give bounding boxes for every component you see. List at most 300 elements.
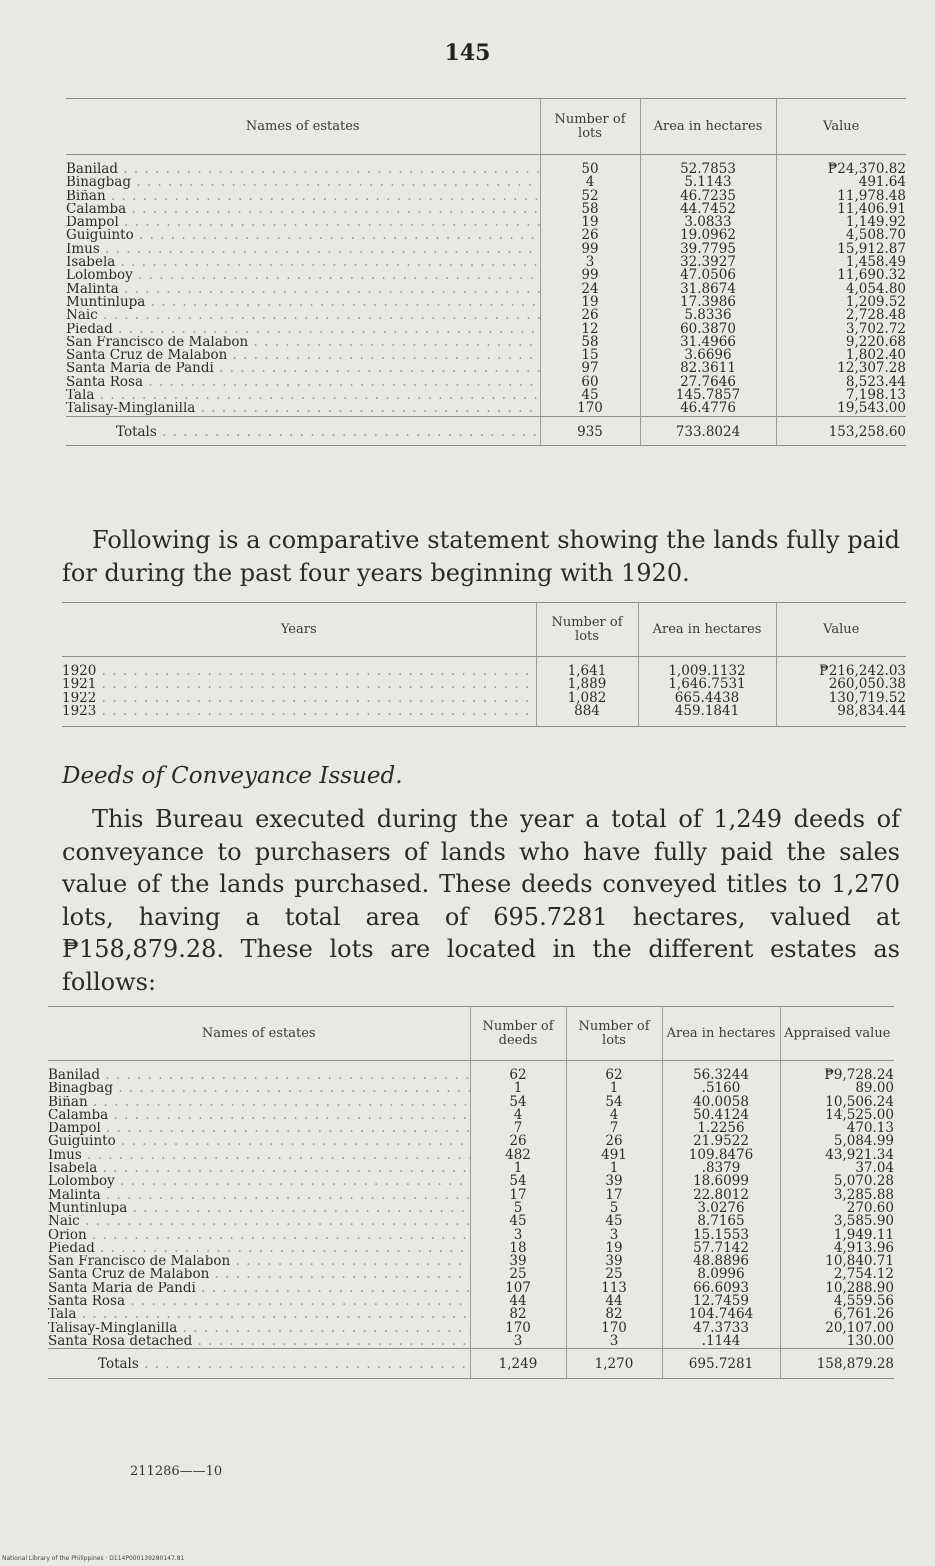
cell-deeds: 26 [470, 1135, 566, 1148]
row-label [66, 216, 540, 229]
row-label [66, 296, 540, 309]
totals-label-text: Totals . . . [98, 1356, 470, 1372]
cell-value: 11,406.91 [776, 203, 906, 216]
cell-value: 7,198.13 [776, 389, 906, 402]
table-row [62, 692, 906, 705]
row-label-text: 1920 . . . [62, 663, 536, 678]
cell-value: ₱24,370.82 [776, 155, 906, 177]
cell-value: 130.00 [780, 1335, 894, 1349]
cell-value: 10,288.90 [780, 1282, 894, 1295]
table-row [66, 402, 906, 416]
row-label-text: Imus . . . [66, 243, 540, 256]
row-label-text: Biñan . . . [48, 1096, 470, 1109]
table-row [48, 1082, 894, 1095]
cell-value: 14,525.00 [780, 1109, 894, 1122]
cell-lots: 1 [566, 1162, 662, 1175]
table-row [48, 1175, 894, 1188]
row-label [66, 176, 540, 189]
column-header: Area in hectares [662, 1007, 780, 1061]
cell-area: 44.7452 [640, 203, 776, 216]
cell-value: 11,690.32 [776, 269, 906, 282]
table-row [48, 1109, 894, 1122]
total-value: 158,879.28 [780, 1349, 894, 1378]
row-label-text: Lolomboy . . . [66, 269, 540, 282]
totals-row [48, 1349, 894, 1378]
cell-value: 4,054.80 [776, 283, 906, 296]
cell-lots: 3 [566, 1335, 662, 1349]
row-label-text: San Francisco de Malabon . . . [66, 336, 540, 349]
row-label [66, 309, 540, 322]
cell-value: 3,285.88 [780, 1189, 894, 1202]
section-heading: Deeds of Conveyance Issued. [62, 763, 403, 789]
row-label [48, 1295, 470, 1308]
cell-lots: 45 [566, 1215, 662, 1228]
cell-value: 1,149.92 [776, 216, 906, 229]
cell-area: 47.0506 [640, 269, 776, 282]
cell-value: 4,508.70 [776, 229, 906, 242]
cell-lots: 99 [540, 243, 640, 256]
row-label [66, 283, 540, 296]
row-label [66, 155, 540, 177]
cell-area: 22.8012 [662, 1189, 780, 1202]
cell-lots: 82 [566, 1308, 662, 1321]
column-header: Names of estates [48, 1007, 470, 1061]
column-header: Area in hectares [638, 603, 776, 657]
row-label-text: Isabela . . . [48, 1162, 470, 1175]
column-header: Number of deeds [470, 1007, 566, 1061]
row-label-text: 1922 . . . [62, 692, 536, 705]
cell-area: 17.3986 [640, 296, 776, 309]
row-label [48, 1322, 470, 1335]
cell-deeds: 54 [470, 1175, 566, 1188]
row-label [66, 336, 540, 349]
cell-lots: 1,889 [536, 678, 638, 691]
row-label-text: 1921 . . . [62, 678, 536, 691]
cell-deeds: 3 [470, 1229, 566, 1242]
cell-area: 46.7235 [640, 190, 776, 203]
cell-area: 145.7857 [640, 389, 776, 402]
row-label [48, 1268, 470, 1281]
row-label [48, 1162, 470, 1175]
row-label-text: Tala . . . [66, 389, 540, 402]
cell-value: ₱9,728.24 [780, 1061, 894, 1083]
row-label [48, 1122, 470, 1135]
table-row [48, 1122, 894, 1135]
table-row [62, 657, 906, 679]
row-label [48, 1242, 470, 1255]
table-row [66, 323, 906, 336]
table-header-row [48, 1007, 894, 1061]
row-label [48, 1308, 470, 1321]
column-header: Years [62, 603, 536, 657]
table-row [48, 1255, 894, 1268]
cell-deeds: 5 [470, 1202, 566, 1215]
row-label [66, 349, 540, 362]
totals-label [48, 1349, 470, 1378]
cell-value: 491.64 [776, 176, 906, 189]
row-label-text: Imus . . . [48, 1149, 470, 1162]
cell-deeds: 1 [470, 1162, 566, 1175]
row-label [48, 1109, 470, 1122]
row-label [66, 269, 540, 282]
table-row [66, 389, 906, 402]
cell-area: 1,646.7531 [638, 678, 776, 691]
cell-area: 52.7853 [640, 155, 776, 177]
cell-deeds: 7 [470, 1122, 566, 1135]
cell-area: 40.0058 [662, 1096, 780, 1109]
total-value: 153,258.60 [776, 416, 906, 445]
cell-value: 98,834.44 [776, 705, 906, 727]
table-row [48, 1229, 894, 1242]
cell-value: 4,913.96 [780, 1242, 894, 1255]
cell-lots: 884 [536, 705, 638, 727]
cell-area: 1,009.1132 [638, 657, 776, 679]
cell-lots: 99 [540, 269, 640, 282]
table-row [66, 362, 906, 375]
row-label-text: Naic . . . [48, 1215, 470, 1228]
cell-lots: 12 [540, 323, 640, 336]
cell-area: 5.8336 [640, 309, 776, 322]
cell-area: 31.4966 [640, 336, 776, 349]
cell-area: 665.4438 [638, 692, 776, 705]
cell-area: 66.6093 [662, 1282, 780, 1295]
cell-lots: 4 [540, 176, 640, 189]
cell-lots: 1,082 [536, 692, 638, 705]
cell-deeds: 82 [470, 1308, 566, 1321]
cell-lots: 39 [566, 1255, 662, 1268]
cell-lots: 3 [566, 1229, 662, 1242]
row-label-text: Malinta . . . [48, 1189, 470, 1202]
cell-deeds: 107 [470, 1282, 566, 1295]
table-row [48, 1189, 894, 1202]
row-label-text: Calamba . . . [48, 1109, 470, 1122]
row-label-text: Guiguinto . . . [48, 1135, 470, 1148]
table-row [48, 1308, 894, 1321]
cell-value: 4,559.56 [780, 1295, 894, 1308]
row-label [48, 1229, 470, 1242]
deeds-paragraph: This Bureau executed during the year a total of 1,249 deeds of conveyance to purchasers of lands who have fully paid the sales value of the lands purchased. These deeds conveyed titles to 1,270 lots, having a total area of 695.7281 hectares, valued at ₱158,879.28. These lots are located in the different estates as follows: [62, 805, 900, 996]
cell-lots: 1,641 [536, 657, 638, 679]
cell-area: 48.8896 [662, 1255, 780, 1268]
column-header: Names of estates [66, 99, 540, 155]
total-area: 733.8024 [640, 416, 776, 445]
cell-value: 270.60 [780, 1202, 894, 1215]
table-row [66, 349, 906, 362]
totals-label-text: Totals . . . [116, 424, 540, 440]
cell-lots: 45 [540, 389, 640, 402]
cell-deeds: 3 [470, 1335, 566, 1349]
cell-lots: 97 [540, 362, 640, 375]
cell-lots: 113 [566, 1282, 662, 1295]
row-label [48, 1082, 470, 1095]
column-header: Area in hectares [640, 99, 776, 155]
row-label [66, 362, 540, 375]
row-label-text: Binagbag . . . [66, 176, 540, 189]
row-label-text: Dampol . . . [48, 1122, 470, 1135]
row-label [48, 1135, 470, 1148]
cell-deeds: 170 [470, 1322, 566, 1335]
row-label [48, 1175, 470, 1188]
cell-deeds: 17 [470, 1189, 566, 1202]
table-row [66, 243, 906, 256]
row-label [62, 705, 536, 727]
column-header: Number of lots [540, 99, 640, 155]
table-row [62, 678, 906, 691]
row-label-text: Santa Maria de Pandi . . . [48, 1282, 470, 1295]
cell-area: 109.8476 [662, 1149, 780, 1162]
row-label-text: Calamba . . . [66, 203, 540, 216]
row-label-text: San Francisco de Malabon . . . [48, 1255, 470, 1268]
cell-value: 15,912.87 [776, 243, 906, 256]
cell-area: 56.3244 [662, 1061, 780, 1083]
cell-value: 1,209.52 [776, 296, 906, 309]
cell-lots: 3 [540, 256, 640, 269]
cell-value: 6,761.26 [780, 1308, 894, 1321]
row-label [66, 243, 540, 256]
table-row [66, 203, 906, 216]
cell-value: 10,506.24 [780, 1096, 894, 1109]
cell-value: 10,840.71 [780, 1255, 894, 1268]
row-label-text: Orion . . . [48, 1229, 470, 1242]
cell-deeds: 62 [470, 1061, 566, 1083]
column-header: Number of lots [566, 1007, 662, 1061]
column-header: Value [776, 603, 906, 657]
cell-lots: 1 [566, 1082, 662, 1095]
row-label-text: Banilad . . . [48, 1067, 470, 1082]
cell-area: .8379 [662, 1162, 780, 1175]
table-row [66, 269, 906, 282]
cell-lots: 19 [540, 216, 640, 229]
cell-value: 470.13 [780, 1122, 894, 1135]
cell-deeds: 44 [470, 1295, 566, 1308]
cell-area: 459.1841 [638, 705, 776, 727]
cell-area: 3.6696 [640, 349, 776, 362]
cell-lots: 19 [540, 296, 640, 309]
cell-area: 47.3733 [662, 1322, 780, 1335]
table-row [48, 1096, 894, 1109]
table-row [66, 296, 906, 309]
table-row [48, 1162, 894, 1175]
cell-area: 31.8674 [640, 283, 776, 296]
row-label-text: Santa Rosa . . . [66, 376, 540, 389]
table-row [66, 176, 906, 189]
row-label [48, 1255, 470, 1268]
row-label-text: Santa Cruz de Malabon . . . [48, 1268, 470, 1281]
cell-area: 46.4776 [640, 402, 776, 416]
cell-area: 104.7464 [662, 1308, 780, 1321]
cell-area: 12.7459 [662, 1295, 780, 1308]
cell-lots: 4 [566, 1109, 662, 1122]
table-row [48, 1295, 894, 1308]
table-row [66, 336, 906, 349]
cell-lots: 60 [540, 376, 640, 389]
cell-lots: 58 [540, 203, 640, 216]
row-label [48, 1149, 470, 1162]
row-label-text: Isabela . . . [66, 256, 540, 269]
cell-value: ₱216,242.03 [776, 657, 906, 679]
cell-area: 1.2256 [662, 1122, 780, 1135]
cell-deeds: 482 [470, 1149, 566, 1162]
cell-area: 82.3611 [640, 362, 776, 375]
cell-lots: 7 [566, 1122, 662, 1135]
cell-value: 8,523.44 [776, 376, 906, 389]
row-label [62, 678, 536, 691]
table-row [66, 309, 906, 322]
total-area: 695.7281 [662, 1349, 780, 1378]
cell-value: 3,585.90 [780, 1215, 894, 1228]
cell-lots: 5 [566, 1202, 662, 1215]
row-label-text: Tala . . . [48, 1308, 470, 1321]
cell-area: 8.0996 [662, 1268, 780, 1281]
cell-value: 2,728.48 [776, 309, 906, 322]
cell-lots: 491 [566, 1149, 662, 1162]
table-header-row [66, 99, 906, 155]
cell-area: 3.0276 [662, 1202, 780, 1215]
cell-area: 57.7142 [662, 1242, 780, 1255]
table-row [66, 190, 906, 203]
cell-value: 130,719.52 [776, 692, 906, 705]
table-row [48, 1322, 894, 1335]
row-label-text: Malinta . . . [66, 283, 540, 296]
row-label-text: Naic . . . [66, 309, 540, 322]
cell-deeds: 54 [470, 1096, 566, 1109]
row-label [66, 402, 540, 416]
cell-lots: 24 [540, 283, 640, 296]
table-row [48, 1335, 894, 1349]
row-label-text: Santa Rosa detached . . . [48, 1335, 470, 1349]
cell-area: 18.6099 [662, 1175, 780, 1188]
row-label [48, 1189, 470, 1202]
page-number: 145 [444, 40, 491, 66]
scan-label: National Library of the Philippines · D114P000139280147.81 [2, 1555, 185, 1562]
table-row [66, 256, 906, 269]
total-lots: 935 [540, 416, 640, 445]
table-row [48, 1242, 894, 1255]
cell-area: 5.1143 [640, 176, 776, 189]
cell-value: 11,978.48 [776, 190, 906, 203]
row-label [48, 1215, 470, 1228]
cell-lots: 26 [566, 1135, 662, 1148]
cell-area: 32.3927 [640, 256, 776, 269]
row-label [48, 1096, 470, 1109]
table-row [66, 376, 906, 389]
row-label-text: Santa Rosa . . . [48, 1295, 470, 1308]
cell-value: 260,050.38 [776, 678, 906, 691]
cell-deeds: 25 [470, 1268, 566, 1281]
table-row [48, 1268, 894, 1281]
row-label-text: Talisay-Minglanilla . . . [48, 1322, 470, 1335]
cell-lots: 25 [566, 1268, 662, 1281]
table-row [48, 1149, 894, 1162]
cell-lots: 17 [566, 1189, 662, 1202]
cell-deeds: 39 [470, 1255, 566, 1268]
table-row [66, 216, 906, 229]
row-label-text: Dampol . . . [66, 216, 540, 229]
table-row [66, 283, 906, 296]
cell-value: 1,802.40 [776, 349, 906, 362]
row-label-text: Piedad . . . [66, 323, 540, 336]
print-code: 211286——10 [130, 1464, 223, 1479]
table-row [48, 1202, 894, 1215]
row-label [66, 190, 540, 203]
row-label-text: Lolomboy . . . [48, 1175, 470, 1188]
cell-area: 27.7646 [640, 376, 776, 389]
cell-value: 1,949.11 [780, 1229, 894, 1242]
row-label-text: Santa Maria de Pandi . . . [66, 362, 540, 375]
cell-area: .1144 [662, 1335, 780, 1349]
row-label [48, 1061, 470, 1083]
cell-lots: 26 [540, 229, 640, 242]
cell-value: 5,070.28 [780, 1175, 894, 1188]
row-label [66, 203, 540, 216]
row-label [62, 692, 536, 705]
cell-value: 1,458.49 [776, 256, 906, 269]
cell-value: 9,220.68 [776, 336, 906, 349]
table-row [48, 1215, 894, 1228]
cell-lots: 39 [566, 1175, 662, 1188]
cell-lots: 15 [540, 349, 640, 362]
cell-lots: 19 [566, 1242, 662, 1255]
cell-area: 19.0962 [640, 229, 776, 242]
column-header: Number of lots [536, 603, 638, 657]
table-row [66, 229, 906, 242]
cell-lots: 44 [566, 1295, 662, 1308]
cell-lots: 170 [566, 1322, 662, 1335]
cell-lots: 58 [540, 336, 640, 349]
deeds-conveyance-table [48, 1006, 894, 1379]
cell-lots: 62 [566, 1061, 662, 1083]
cell-lots: 54 [566, 1096, 662, 1109]
totals-label [66, 416, 540, 445]
cell-area: 3.0833 [640, 216, 776, 229]
row-label [48, 1202, 470, 1215]
row-label [66, 256, 540, 269]
cell-deeds: 45 [470, 1215, 566, 1228]
cell-value: 89.00 [780, 1082, 894, 1095]
table-header-row [62, 603, 906, 657]
cell-deeds: 18 [470, 1242, 566, 1255]
row-label [66, 323, 540, 336]
cell-value: 20,107.00 [780, 1322, 894, 1335]
row-label [62, 657, 536, 679]
row-label-text: Talisay-Minglanilla . . . [66, 402, 540, 416]
cell-lots: 170 [540, 402, 640, 416]
table-row [48, 1061, 894, 1083]
row-label-text: Binagbag . . . [48, 1082, 470, 1095]
total-lots: 1,270 [566, 1349, 662, 1378]
column-header: Appraised value [780, 1007, 894, 1061]
table-row [62, 705, 906, 727]
row-label-text: Muntinlupa . . . [48, 1202, 470, 1215]
row-label [66, 229, 540, 242]
cell-deeds: 4 [470, 1109, 566, 1122]
row-label-text: Guiguinto . . . [66, 229, 540, 242]
cell-value: 2,754.12 [780, 1268, 894, 1281]
estates-lots-table [66, 98, 906, 446]
cell-value: 43,921.34 [780, 1149, 894, 1162]
column-header: Value [776, 99, 906, 155]
row-label-text: 1923 . . . [62, 705, 536, 719]
comparative-statement-paragraph: Following is a comparative statement showing the lands fully paid for during the past four years beginning with 1920. [62, 526, 900, 587]
cell-deeds: 1 [470, 1082, 566, 1095]
row-label [66, 376, 540, 389]
row-label-text: Biñan . . . [66, 190, 540, 203]
cell-area: 8.7165 [662, 1215, 780, 1228]
row-label-text: Piedad . . . [48, 1242, 470, 1255]
cell-value: 19,543.00 [776, 402, 906, 416]
table-row [66, 155, 906, 177]
table-row [48, 1282, 894, 1295]
